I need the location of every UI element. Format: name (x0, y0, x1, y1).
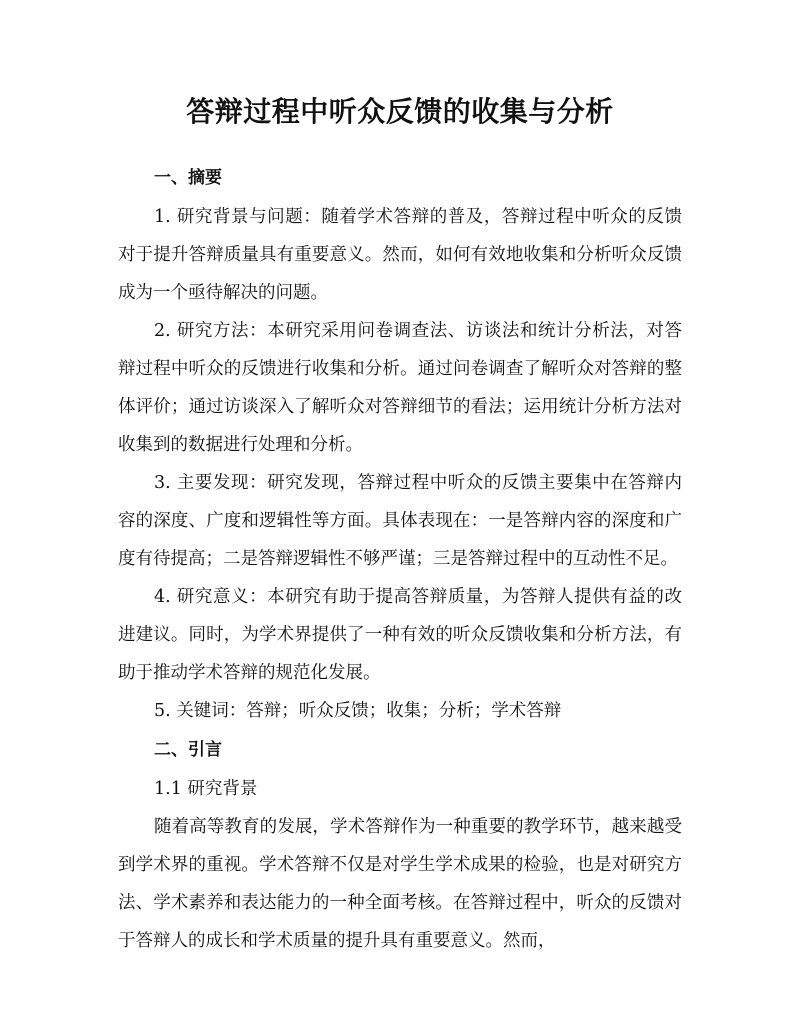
section-abstract (118, 158, 682, 730)
paragraph-background: 1. 研究背景与问题：随着学术答辩的普及，答辩过程中听众的反馈对于提升答辩质量具有重要意义。然而，如何有效地收集和分析听众反馈成为一个亟待解决的问题。 (118, 207, 682, 303)
paragraph-introduction: 随着高等教育的发展，学术答辩作为一种重要的教学环节，越来越受到学术界的重视。学术答辩不仅是对学生学术成果的检验，也是对研究方法、学术素养和表达能力的一种全面考核。在答辩过程中，听众的反馈对于答辩人的成长和学术质量的提升具有重要意义。然而， (118, 817, 682, 951)
paragraph-findings: 3. 主要发现：研究发现，答辩过程中听众的反馈主要集中在答辩内容的深度、广度和逻辑性等方面。具体表现在：一是答辩内容的深度和广度有待提高；二是答辩逻辑性不够严谨；三是答辩过程中的互动性不足。 (118, 473, 682, 569)
section-heading: 一、摘要 (154, 168, 222, 188)
document-title: 答辩过程中听众反馈的收集与分析 (186, 95, 614, 128)
paragraph-significance: 4. 研究意义：本研究有助于提高答辩质量，为答辩人提供有益的改进建议。同时，为学术界提供了一种有效的听众反馈收集和分析方法，有助于推动学术答辩的规范化发展。 (118, 587, 682, 683)
paragraph-methods: 2. 研究方法：本研究采用问卷调查法、访谈法和统计分析法，对答辩过程中听众的反馈进行收集和分析。通过问卷调查了解听众对答辩的整体评价；通过访谈深入了解听众对答辩细节的看法；运用统计分析方法对收集到的数据进行处理和分析。 (118, 321, 682, 455)
section-heading: 二、引言 (154, 740, 222, 760)
subsection-heading: 1.1 研究背景 (154, 779, 258, 799)
paragraph-keywords: 5. 关键词：答辩；听众反馈；收集；分析；学术答辩 (154, 701, 562, 721)
section-introduction (118, 730, 682, 960)
